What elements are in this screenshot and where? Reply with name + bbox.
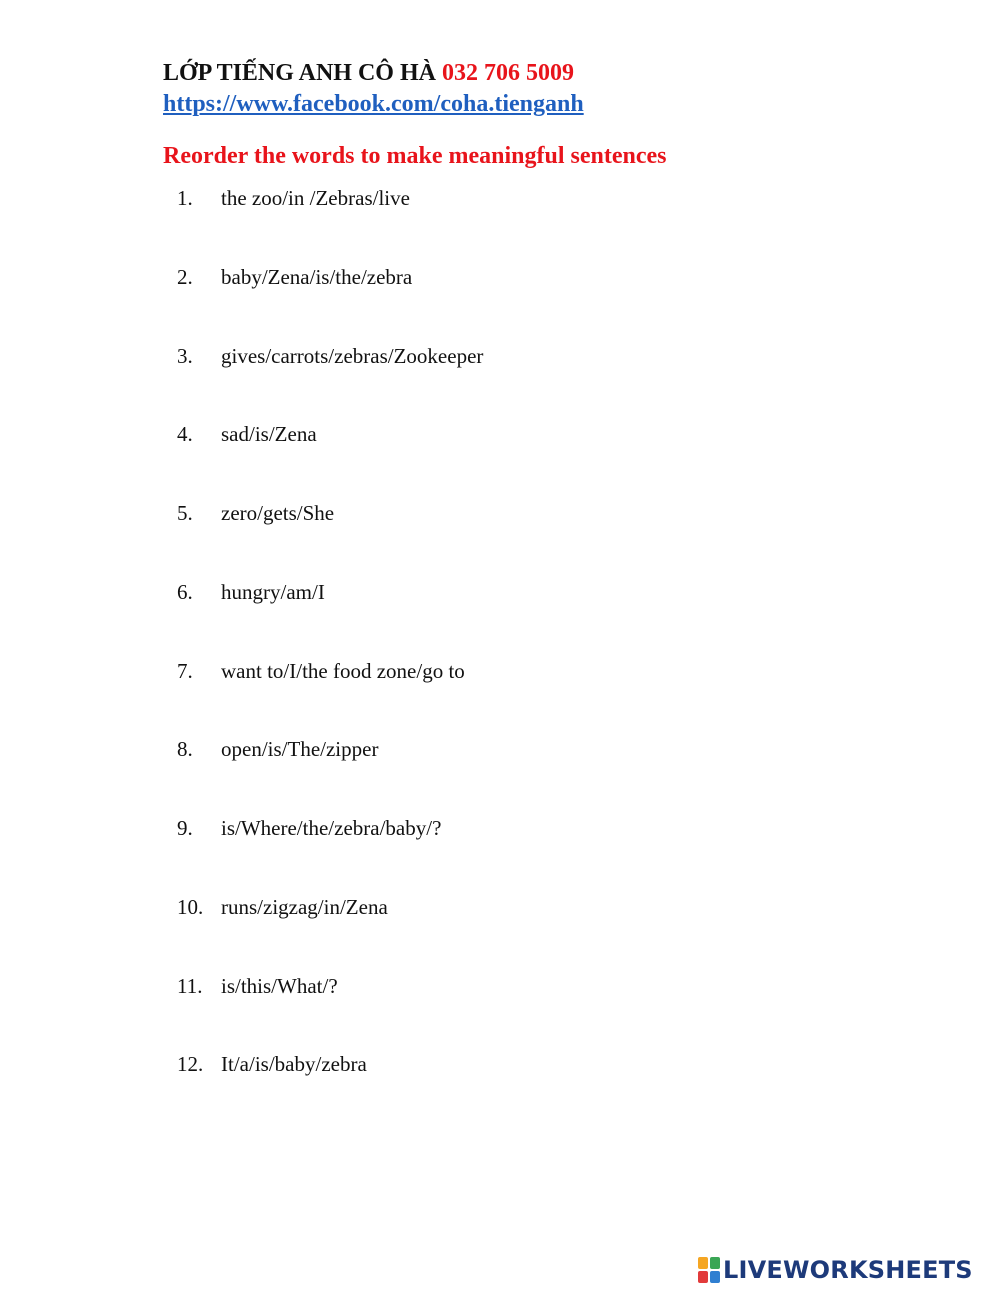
instruction-heading: Reorder the words to make meaningful sentences (163, 143, 667, 169)
logo-square-1 (698, 1257, 708, 1269)
item-text: is/this/What/? (221, 974, 338, 998)
list-item (0, 578, 700, 606)
item-text: hungry/am/I (221, 580, 325, 604)
liveworksheets-logo[interactable] (698, 1255, 973, 1285)
item-number: 4. (177, 422, 193, 446)
list-item (0, 814, 700, 842)
item-number: 3. (177, 344, 193, 368)
item-number: 11. (177, 974, 203, 998)
item-text: sad/is/Zena (221, 422, 317, 446)
item-text: It/a/is/baby/zebra (221, 1052, 367, 1076)
item-number: 8. (177, 737, 193, 761)
logo-square-2 (710, 1257, 720, 1269)
item-text: baby/Zena/is/the/zebra (221, 265, 413, 289)
item-number: 12. (177, 1052, 204, 1076)
item-number: 9. (177, 816, 193, 840)
logo-square-4 (710, 1271, 720, 1283)
list-item (0, 420, 700, 448)
list-item (0, 735, 700, 763)
item-number: 7. (177, 659, 193, 683)
item-text: open/is/The/zipper (221, 737, 379, 761)
item-text: gives/carrots/zebras/Zookeeper (221, 344, 484, 368)
item-text: the zoo/in /Zebras/live (221, 186, 410, 210)
logo-square-3 (698, 1271, 708, 1283)
item-text: want to/I/the food zone/go to (221, 659, 465, 683)
item-number: 2. (177, 265, 193, 289)
list-item (0, 184, 700, 212)
phone-number: 032 706 5009 (441, 60, 574, 86)
facebook-link[interactable]: https://www.facebook.com/coha.tienganh (163, 91, 584, 117)
item-text: runs/zigzag/in/Zena (221, 895, 388, 919)
liveworksheets-logo-icon (698, 1257, 720, 1283)
item-text: is/Where/the/zebra/baby/? (221, 816, 442, 840)
list-item (0, 972, 700, 1000)
list-item (0, 1050, 700, 1078)
list-item (0, 499, 700, 527)
list-item (0, 263, 700, 291)
header-title (163, 58, 574, 88)
teacher-class-name: LỚP TIẾNG ANH CÔ HÀ (163, 60, 436, 86)
list-item (0, 342, 700, 370)
item-number: 10. (177, 895, 204, 919)
item-number: 1. (177, 186, 193, 210)
item-number: 5. (177, 501, 193, 525)
logo-text: LIVEWORKSHEETS (723, 1256, 973, 1284)
list-item (0, 657, 700, 685)
list-item (0, 893, 700, 921)
item-text: zero/gets/She (221, 501, 335, 525)
item-number: 6. (177, 580, 193, 604)
